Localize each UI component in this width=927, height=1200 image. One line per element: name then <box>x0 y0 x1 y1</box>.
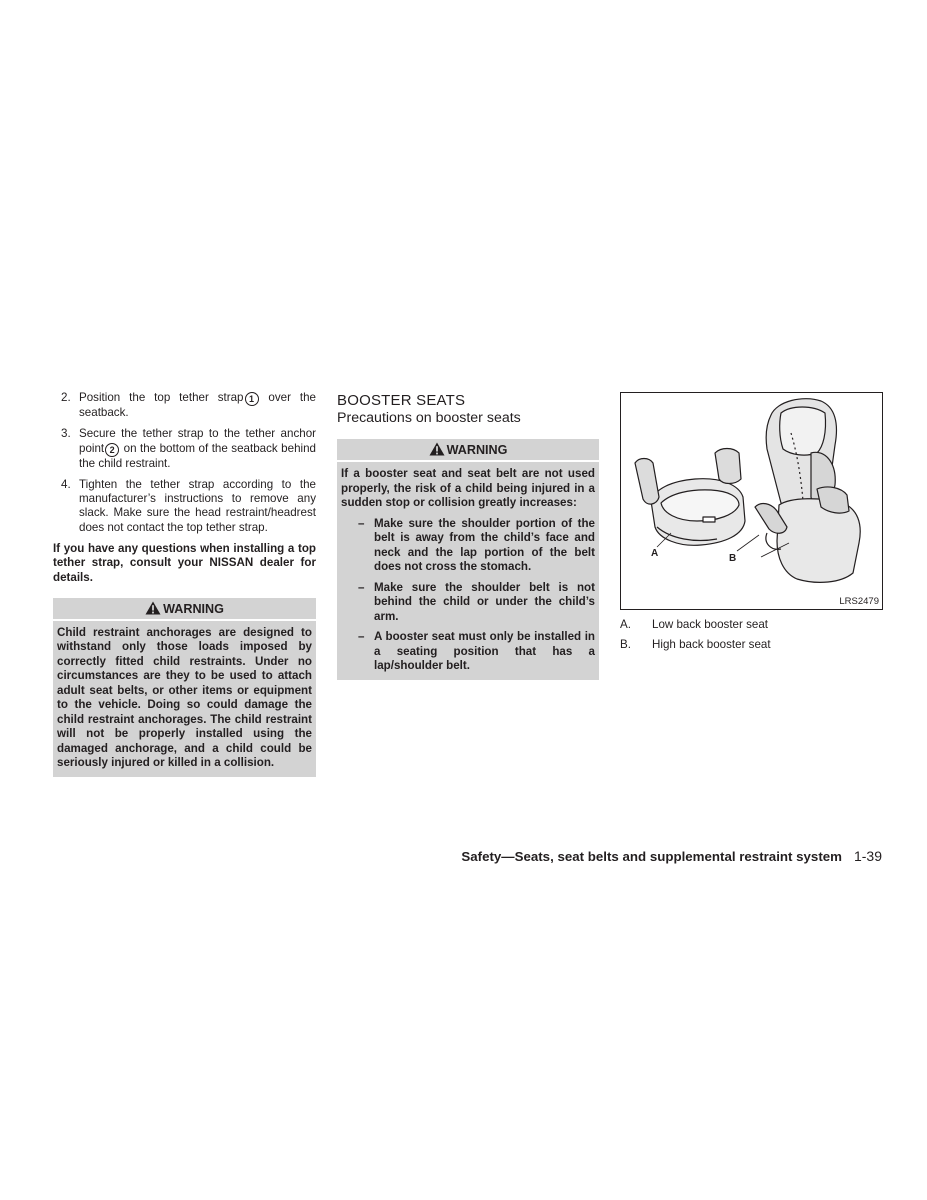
warning-box-booster <box>337 439 599 680</box>
warning-label: WARNING <box>446 443 508 457</box>
warning-list-item: – Make sure the shoulder belt is not behind the child or under the child’s arm. <box>358 580 595 623</box>
step-item <box>53 427 316 471</box>
figure-code: LRS2479 <box>839 596 879 607</box>
right-column <box>620 391 883 658</box>
step-text-post: over the seatback. <box>79 391 316 419</box>
caption-text: High back booster seat <box>652 638 771 651</box>
warning-list <box>341 517 595 674</box>
figure-captions <box>620 618 883 652</box>
warning-header <box>337 439 599 462</box>
warning-label: WARNING <box>163 601 224 616</box>
warning-box-anchorages <box>53 598 316 777</box>
section-title: BOOSTER SEATS <box>337 392 466 409</box>
step-item <box>53 391 316 420</box>
step-text-pre: Position the top tether strap <box>79 391 244 404</box>
figure-label-b: B <box>729 553 737 564</box>
warning-intro: If a booster seat and seat belt are not used properly, the risk of a child being injured in a sudden stop or collision greatly increases: <box>341 467 595 509</box>
callout-2-icon: 2 <box>105 443 119 457</box>
step-number: 3. <box>61 427 71 441</box>
low-back-right-armrest <box>715 449 741 484</box>
warning-body <box>337 462 599 680</box>
booster-seats-illustration <box>621 393 882 609</box>
dealer-note: If you have any questions when installing a top tether strap, consult your NISSAN dealer for details. <box>53 542 316 584</box>
warning-triangle-icon <box>145 601 161 615</box>
installation-steps <box>53 391 316 535</box>
section-subtitle: Precautions on booster seats <box>337 410 521 426</box>
footer-title: Safety—Seats, seat belts and supplemental restraint system <box>461 849 842 864</box>
figure-label-a: A <box>651 548 659 559</box>
step-number: 4. <box>61 477 71 491</box>
warning-text: Child restraint anchorages are designed to withstand only those loads imposed by correctly fitted child restraints. Under no circumstances are they to be used to attach adult seat belts, or other items or equipment to the vehicle. Doing so could damage the child restraint anchorages. The child restraint will not be properly installed using the damaged anchorage, and a child could be seriously injured or killed in a collision. <box>57 625 312 770</box>
middle-column <box>337 391 599 680</box>
page-footer <box>461 848 882 864</box>
step-text: Tighten the tether strap according to the manufacturer’s instructions to remove any slack. Make sure the head restraint/headrest does not contact the top tether strap. <box>79 477 316 534</box>
step-text-pre: Secure the tether strap to the tether anchor point <box>79 427 316 455</box>
caption-text: Low back booster seat <box>652 618 769 631</box>
warning-list-item: – Make sure the shoulder portion of the belt is away from the child’s face and neck and the lap portion of the belt does not cross the stomach. <box>358 516 595 573</box>
caption-key: A. <box>620 618 631 631</box>
page-number: 1-39 <box>853 848 882 864</box>
step-item <box>53 478 316 535</box>
step-text-post: on the bottom of the seatback behind the child restraint. <box>79 441 316 470</box>
caption-key: B. <box>620 638 631 651</box>
low-back-left-armrest <box>635 459 659 505</box>
warning-list-item: – A booster seat must only be installed in a seating position that has a lap/shoulder belt. <box>358 630 595 672</box>
left-column <box>53 391 316 777</box>
warning-triangle-icon <box>429 442 445 456</box>
callout-1-icon: 1 <box>245 392 259 406</box>
booster-seat-figure <box>620 392 883 610</box>
caption-item <box>620 618 883 632</box>
step-number: 2. <box>61 391 71 404</box>
caption-item <box>620 638 883 652</box>
high-back-headrest <box>780 407 826 455</box>
warning-header <box>53 598 316 621</box>
